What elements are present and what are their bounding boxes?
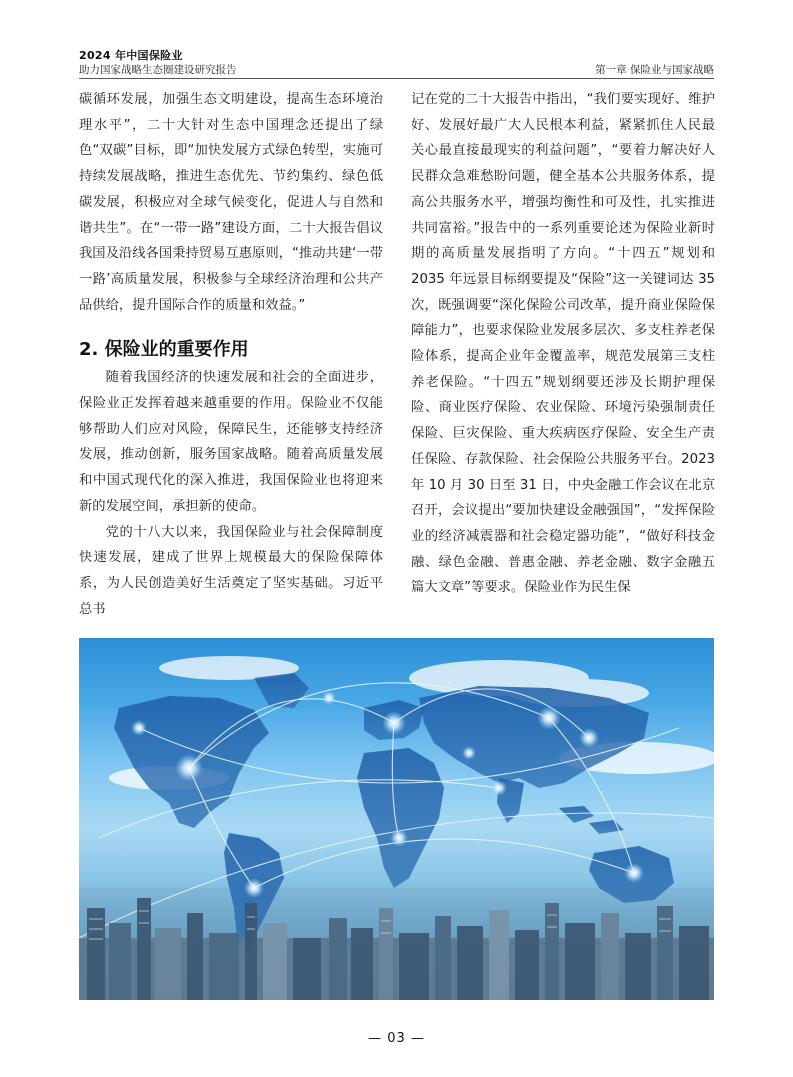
right-column [411, 87, 715, 601]
world-map-illustration [79, 638, 714, 1000]
report-subtitle: 助力国家战略生态圈建设研究报告 [79, 64, 237, 76]
header-divider [79, 78, 714, 79]
body-paragraph-2: 党的十八大以来，我国保险业与社会保障制度快速发展，建成了世界上规模最大的保险保障体系，为人民创造美好生活奠定了坚实基础。习近平总书 [79, 524, 383, 617]
world-map-city-network-image [79, 638, 714, 1000]
left-column [79, 87, 383, 622]
report-year-title: 2024 年中国保险业 [79, 49, 183, 62]
section-heading: 2. 保险业的重要作用 [79, 339, 249, 361]
body-paragraph-3: 记在党的二十大报告中指出，“我们要实现好、维护好、发展好最广大人民根本利益，紧紧抓住人民最关心最直接最现实的利益问题”，“要着力解决好人民群众急难愁盼问题，健全基本公共服务体系，提高公共服务水平，增强均衡性和可及性，扎实推进共同富裕。”报告中的一系列重要论述为保险业新时期的高质量发展指明了方向。“十四五”规划和 2035 年远景目标纲要提及“保险”这一关键词达 35 次，既强调要“深化保险公司改革，提升商业保险保障能力”，也要求保险业发展多层次、多支柱养老保险体系，提高企业年金覆盖率，规范发展第三支柱养老保险。“十四五”规划纲要还涉及长期护理保险、商业医疗保险、农业保险、环境污染强制责任保险、巨灾保险、重大疾病医疗保险、安全生产责任保险、存款保险、社会保险公共服务平台。2023 年 10 月 30 日至 31 日，中央金融工作会议在北京召开，会议提出“要加快建设金融强国”，“发挥保险业的经济减震器和社会稳定器功能”，“做好科技金融、绿色金融、普惠金融、养老金融、数字金融五篇大文章”等要求。保险业作为民生保 [411, 92, 715, 596]
page-header [79, 47, 714, 75]
intro-paragraph: 碳循环发展，加强生态文明建设，提高生态环境治理水平”，二十大针对生态中国理念还提出了绿色“双碳”目标，即“加快发展方式绿色转型，实施可持续发展战略，推进生态优先、节约集约、绿色低碳发展，积极应对全球气候变化，促进人与自然和谐共生”。在“一带一路”建设方面，二十大报告倡议我国及沿线各国秉持贸易互惠原则，“推动共建‘一带一路’高质量发展，积极参与全球经济治理和公共产品供给，提升国际合作的质量和效益。” [79, 92, 383, 313]
chapter-label: 第一章 保险业与国家战略 [595, 64, 714, 76]
page-number: — 03 — [368, 1031, 425, 1046]
body-paragraph-1: 随着我国经济的快速发展和社会的全面进步，保险业正发挥着越来越重要的作用。保险业不仅能够帮助人们应对风险，保障民生，还能够支持经济发展，推动创新，服务国家战略。随着高质量发展和中国式现代化的深入推进，我国保险业也将迎来新的发展空间，承担新的使命。 [79, 370, 383, 514]
